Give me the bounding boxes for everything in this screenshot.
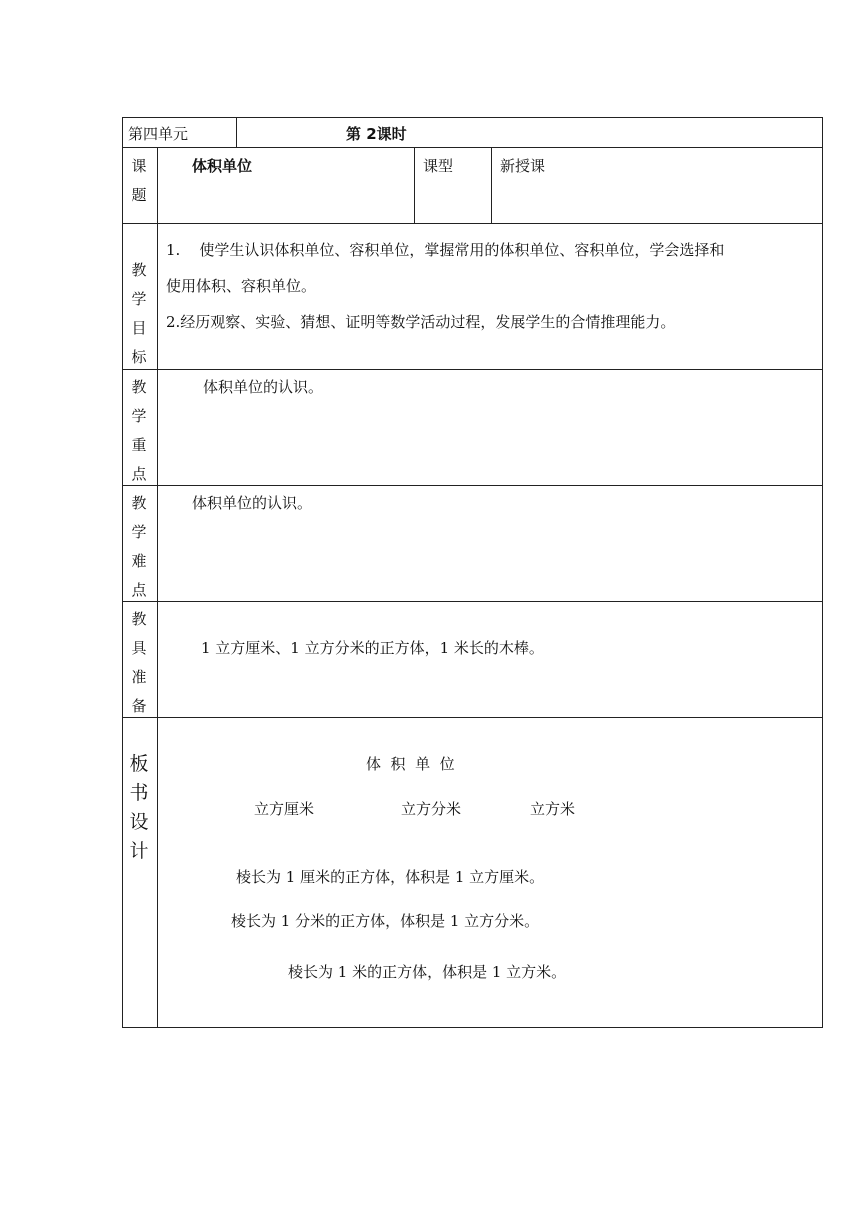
label-char: 课 — [131, 157, 147, 175]
label-char: 教 — [131, 261, 147, 279]
table-line — [491, 147, 492, 223]
table-line — [122, 485, 823, 486]
board-line: 棱长为 1 米的正方体，体积是 1 立方米。 — [288, 963, 567, 981]
topic-label — [122, 152, 156, 210]
table-line — [414, 147, 415, 223]
label-char: 标 — [131, 348, 147, 366]
label-char: 目 — [131, 319, 147, 337]
label-char: 学 — [131, 407, 147, 425]
label-char: 难 — [131, 552, 147, 570]
board-label — [122, 750, 156, 866]
difficulties-text: 体积单位的认识。 — [192, 494, 313, 512]
table-line — [236, 117, 237, 147]
table-line — [122, 601, 823, 602]
key-points-text: 体积单位的认识。 — [203, 378, 324, 396]
label-char: 教 — [131, 610, 147, 628]
board-line: 棱长为 1 厘米的正方体，体积是 1 立方厘米。 — [236, 868, 545, 886]
label-char: 教 — [131, 378, 147, 396]
label-char: 学 — [131, 523, 147, 541]
label-char: 重 — [131, 436, 147, 454]
objective-line: 2.经历观察、实验、猜想、证明等数学活动过程，发展学生的合情推理能力。 — [166, 313, 676, 331]
board-unit: 立方厘米 — [254, 800, 315, 818]
label-char: 点 — [131, 581, 147, 599]
materials-label — [122, 605, 156, 721]
label-char: 备 — [131, 697, 147, 715]
lesson-number: 第 2课时 — [346, 125, 407, 143]
type-label: 课型 — [423, 157, 454, 175]
label-char: 题 — [131, 186, 147, 204]
table-line — [122, 147, 823, 148]
unit-label: 第四单元 — [128, 125, 189, 143]
topic-value: 体积单位 — [192, 157, 253, 175]
table-line — [122, 369, 823, 370]
label-char: 点 — [131, 465, 147, 483]
table-line — [122, 1027, 823, 1028]
board-unit: 立方米 — [530, 800, 576, 818]
label-char: 设 — [129, 811, 149, 833]
table-line — [157, 147, 158, 1028]
materials-text: 1 立方厘米、1 立方分米的正方体，1 米长的木棒。 — [201, 639, 544, 657]
board-line: 棱长为 1 分米的正方体，体积是 1 立方分米。 — [231, 912, 540, 930]
difficulties-label — [122, 489, 156, 605]
objective-line: 1. 使学生认识体积单位、容积单位，掌握常用的体积单位、容积单位，学会选择和 — [166, 241, 725, 259]
board-title: 体 积 单 位 — [366, 755, 455, 773]
objective-line: 使用体积、容积单位。 — [166, 277, 317, 295]
label-char: 准 — [131, 668, 147, 686]
objectives-label — [122, 256, 156, 372]
table-line — [122, 717, 823, 718]
key-points-label — [122, 373, 156, 489]
table-line — [822, 117, 823, 1028]
label-char: 板 — [129, 753, 149, 775]
board-unit: 立方分米 — [401, 800, 462, 818]
label-char: 计 — [129, 840, 149, 862]
table-line — [122, 223, 823, 224]
label-char: 教 — [131, 494, 147, 512]
label-char: 学 — [131, 290, 147, 308]
table-line — [122, 117, 823, 118]
type-value: 新授课 — [500, 157, 546, 175]
label-char: 具 — [131, 639, 147, 657]
label-char: 书 — [129, 782, 149, 804]
